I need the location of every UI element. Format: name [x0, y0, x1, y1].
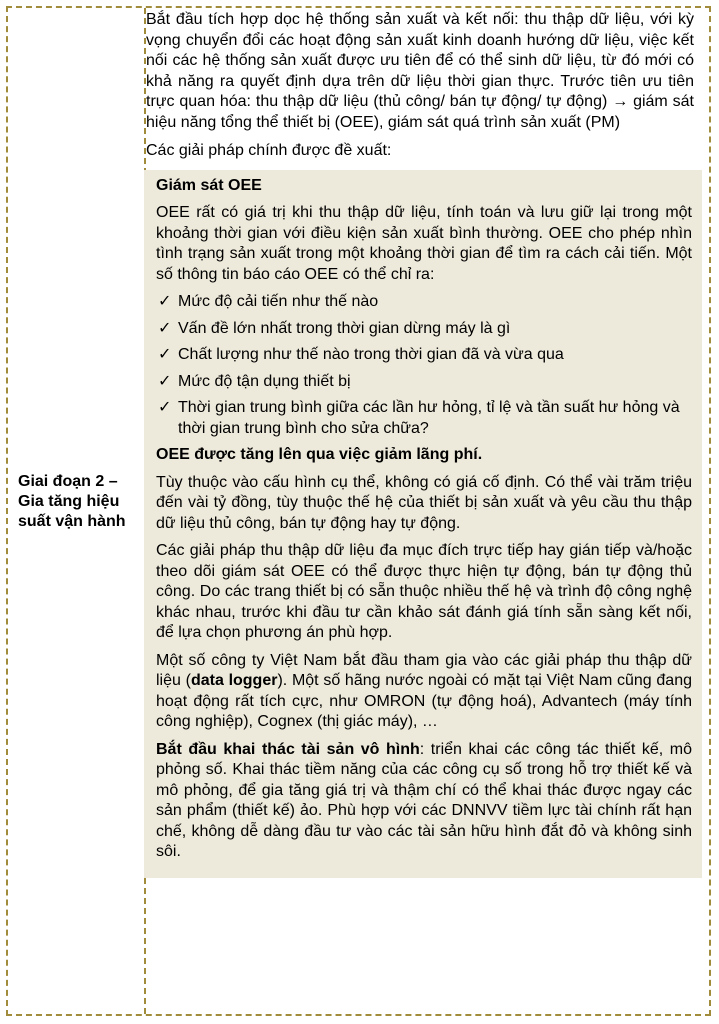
- cost-paragraph: Tùy thuộc vào cấu hình cụ thể, không có giá cố định. Có thể vài trăm triệu đến vài tỷ đồng, tùy thuộc thế hệ của thiết bị sản xuất và yêu cầu thu thập dữ liệu thủ công, bán tự động hay tự động.: [156, 473, 692, 532]
- check-icon: ✓: [158, 319, 172, 337]
- check-icon: ✓: [158, 399, 172, 416]
- list-item: ✓ Thời gian trung bình giữa các lần hư hỏng, tỉ lệ và tần suất hư hỏng và thời gian trung bình cho sửa chữa?: [158, 399, 680, 437]
- list-item: ✓ Chất lượng như thế nào trong thời gian đã và vừa qua: [156, 345, 692, 366]
- solutions-label: Các giải pháp chính được đề xuất:: [146, 142, 392, 159]
- check-icon: ✓: [158, 372, 172, 390]
- content-cell: [146, 10, 694, 878]
- oee-box: [144, 170, 702, 878]
- intangible-heading: Bắt đầu khai thác tài sản vô hình: [156, 740, 420, 758]
- list-item: ✓ Mức độ cải tiến như thế nào: [156, 292, 692, 313]
- solutions-paragraph: Các giải pháp thu thập dữ liệu đa mục đích trực tiếp hay gián tiếp và/hoặc theo dõi giám sát OEE có thể được thực hiện tự động, bán tự động thủ công. Do các trang thiết bị có sẵn thuộc nhiều thế hệ và trình độ công nghệ khác nhau, trước khi đầu tư cần khảo sát đánh giá tính sẵn sàng kết nối, để lựa chọn phương án phù hợp.: [156, 542, 692, 641]
- oee-checklist: [156, 292, 692, 439]
- list-item: ✓ Mức độ tận dụng thiết bị: [156, 372, 692, 393]
- box-title: Giám sát OEE: [156, 176, 262, 194]
- subheading: OEE được tăng lên qua việc giảm lãng phí.: [156, 446, 483, 463]
- intangible-assets-paragraph: Bắt đầu khai thác tài sản vô hình: triển khai các công tác thiết kế, mô phỏng số. Khai thác tiềm năng của các công cụ số trong hỗ trợ thiết kế và mô phỏng, để gia tăng giá trị và thậm chí có thể khai thác được ngay các sản phẩm (thiết kế) ảo. Phù hợp với các DNNVV tiềm lực tài chính rất hạn chế, không dễ dàng đầu tư vào các tài sản hữu hình đắt đỏ và không sinh sôi.: [156, 740, 693, 860]
- oee-paragraph: OEE rất có giá trị khi thu thập dữ liệu, tính toán và lưu giữ lại trong một khoảng thời gian với điều kiện sản xuất bình thường. OEE cho phép nhìn tình trạng sản xuất trong một khoảng thời gian để tìm ra cách cải tiến. Một số thông tin báo cáo OEE có thể chỉ ra:: [156, 204, 692, 283]
- list-item: ✓ Vấn đề lớn nhất trong thời gian dừng máy là gì: [156, 319, 692, 340]
- stage-label: Giai đoạn 2 – Gia tăng hiệu suất vận hành: [18, 473, 126, 530]
- check-icon: ✓: [158, 346, 172, 363]
- intro-paragraph: Bắt đầu tích hợp dọc hệ thống sản xuất và kết nối: thu thập dữ liệu, với kỳ vọng chuyển đổi các hoạt động sản xuất kinh doanh hướng dữ liệu, việc kết nối các hệ thống sản xuất được ưu tiên để có thể sinh dữ liệu, từ đó mới có khả năng ra quyết định dựa trên dữ liệu thời gian thực. Trước tiên ưu tiên trực quan hóa: thu thập dữ liệu (thủ công/ bán tự động/ tự động) → giám sát hiệu năng tổng thể thiết bị (OEE), giám sát quá trình sản xuất (PM): [146, 11, 694, 131]
- vietnam-companies-paragraph: Một số công ty Việt Nam bắt đầu tham gia vào các giải pháp thu thập dữ liệu (data logger). Một số hãng nước ngoài có mặt tại Việt Nam cũng đang hoạt động rất tích cực, như OMRON (tự động hoá), Advantech (máy tính công nghiệp), Cognex (thị giác máy), …: [156, 651, 692, 730]
- check-icon: ✓: [158, 293, 172, 310]
- data-logger-term: data logger: [190, 672, 278, 689]
